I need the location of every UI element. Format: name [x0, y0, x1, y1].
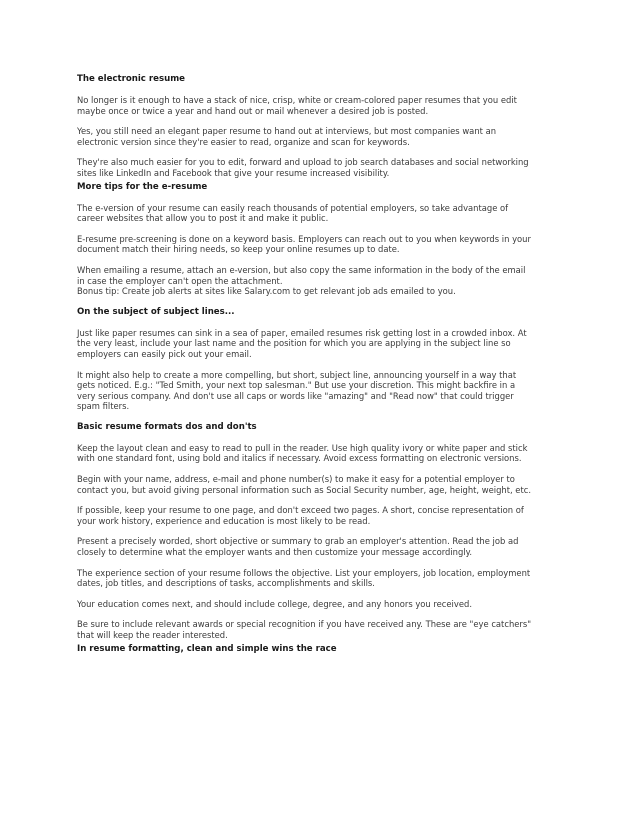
text-line: On the subject of subject lines...	[77, 306, 235, 317]
section-heading	[77, 74, 567, 85]
text-line: Just like paper resumes can sink in a sea of paper, emailed resumes risk getting lost in a crowded inbox. At	[77, 327, 527, 338]
paragraph	[77, 126, 567, 147]
paragraph	[77, 619, 567, 640]
paragraph	[77, 265, 567, 297]
text-line: It might also help to create a more compelling, but short, subject line, announcing yourself in a way that	[77, 369, 517, 380]
text-line: Bonus tip: Create job alerts at sites like Salary.com to get relevant job ads emailed to you.	[77, 286, 456, 297]
text-line: The electronic resume	[77, 74, 185, 84]
paragraph	[77, 474, 567, 495]
text-line: Begin with your name, address, e-mail and phone number(s) to make it easy for a potential employer to	[77, 474, 515, 485]
text-line: closely to determine what the employer wants and then customize your message accordingly.	[77, 547, 473, 558]
text-line: Yes, you still need an elegant paper resume to hand out at interviews, but most companies want an	[77, 126, 497, 137]
text-line: very serious company. And don't use all caps or words like "amazing" and "Read now" that could trigger	[77, 390, 514, 401]
section-heading	[77, 422, 567, 433]
paragraph	[77, 234, 567, 255]
text-line: your work history, experience and education is most likely to be read.	[77, 515, 371, 526]
text-line: electronic version since they're easier to read, organize and scan for keywords.	[77, 136, 410, 147]
paragraph	[77, 370, 567, 412]
text-line: gets noticed. E.g.: "Ted Smith, your next top salesman." But use your discretion. This might backfire in a	[77, 380, 516, 391]
text-line: No longer is it enough to have a stack of nice, crisp, white or cream-colored paper resumes that you edit	[77, 95, 517, 105]
text-line: maybe once or twice a year and hand out or mail whenever a desired job is posted.	[77, 105, 429, 116]
paragraph	[77, 599, 567, 610]
text-line: the very least, include your last name and the position for which you are applying in the subject line so	[77, 338, 511, 349]
section-heading	[77, 307, 567, 318]
paragraph	[77, 443, 567, 464]
text-line: E-resume pre-screening is done on a keyword basis. Employers can reach out to you when keywords in your	[77, 233, 531, 244]
text-line: that will keep the reader interested.	[77, 630, 228, 640]
paragraph	[77, 328, 567, 360]
text-line: Present a precisely worded, short objective or summary to grab an employer's attention. Read the job ad	[77, 536, 519, 547]
text-line: In resume formatting, clean and simple wins the race	[77, 643, 337, 654]
section-heading	[77, 644, 567, 655]
text-line: Be sure to include relevant awards or special recognition if you have received any. These are "eye catchers"	[77, 619, 532, 630]
text-line: spam filters.	[77, 401, 130, 412]
paragraph	[77, 203, 567, 224]
paragraph	[77, 505, 567, 526]
text-line: dates, job titles, and descriptions of tasks, accomplishments and skills.	[77, 578, 375, 589]
text-line: career websites that allow you to post it and make it public.	[77, 213, 329, 224]
text-line: document match their hiring needs, so keep your online resumes up to date.	[77, 244, 400, 255]
text-line: Basic resume formats dos and don'ts	[77, 421, 257, 432]
text-line: with one standard font, using bold and italics if necessary. Avoid excess formatting on electronic versions.	[77, 453, 522, 464]
text-line: sites like LinkedIn and Facebook that give your resume increased visibility.	[77, 167, 390, 178]
paragraph	[77, 536, 567, 557]
document-page	[77, 74, 567, 665]
text-line: If possible, keep your resume to one page, and don't exceed two pages. A short, concise representation of	[77, 505, 524, 516]
text-line: contact you, but avoid giving personal information such as Social Security number, age, height, weight, etc.	[77, 484, 532, 495]
text-line: More tips for the e-resume	[77, 181, 208, 192]
paragraph	[77, 157, 567, 178]
text-line: When emailing a resume, attach an e-version, but also copy the same information in the body of the email	[77, 264, 526, 275]
text-line: Keep the layout clean and easy to read to pull in the reader. Use high quality ivory or white paper and stick	[77, 442, 528, 453]
text-line: employers can easily pick out your email.	[77, 348, 252, 359]
text-line: The e-version of your resume can easily reach thousands of potential employers, so take advantage of	[77, 202, 509, 213]
text-line: They're also much easier for you to edit, forward and upload to job search databases and social networking	[77, 157, 529, 168]
paragraph	[77, 568, 567, 589]
text-line: Your education comes next, and should include college, degree, and any honors you received.	[77, 598, 472, 609]
paragraph	[77, 95, 567, 116]
text-line: in case the employer can't open the attachment.	[77, 275, 283, 286]
section-heading	[77, 182, 567, 193]
text-line: The experience section of your resume follows the objective. List your employers, job location, employment	[77, 567, 531, 578]
